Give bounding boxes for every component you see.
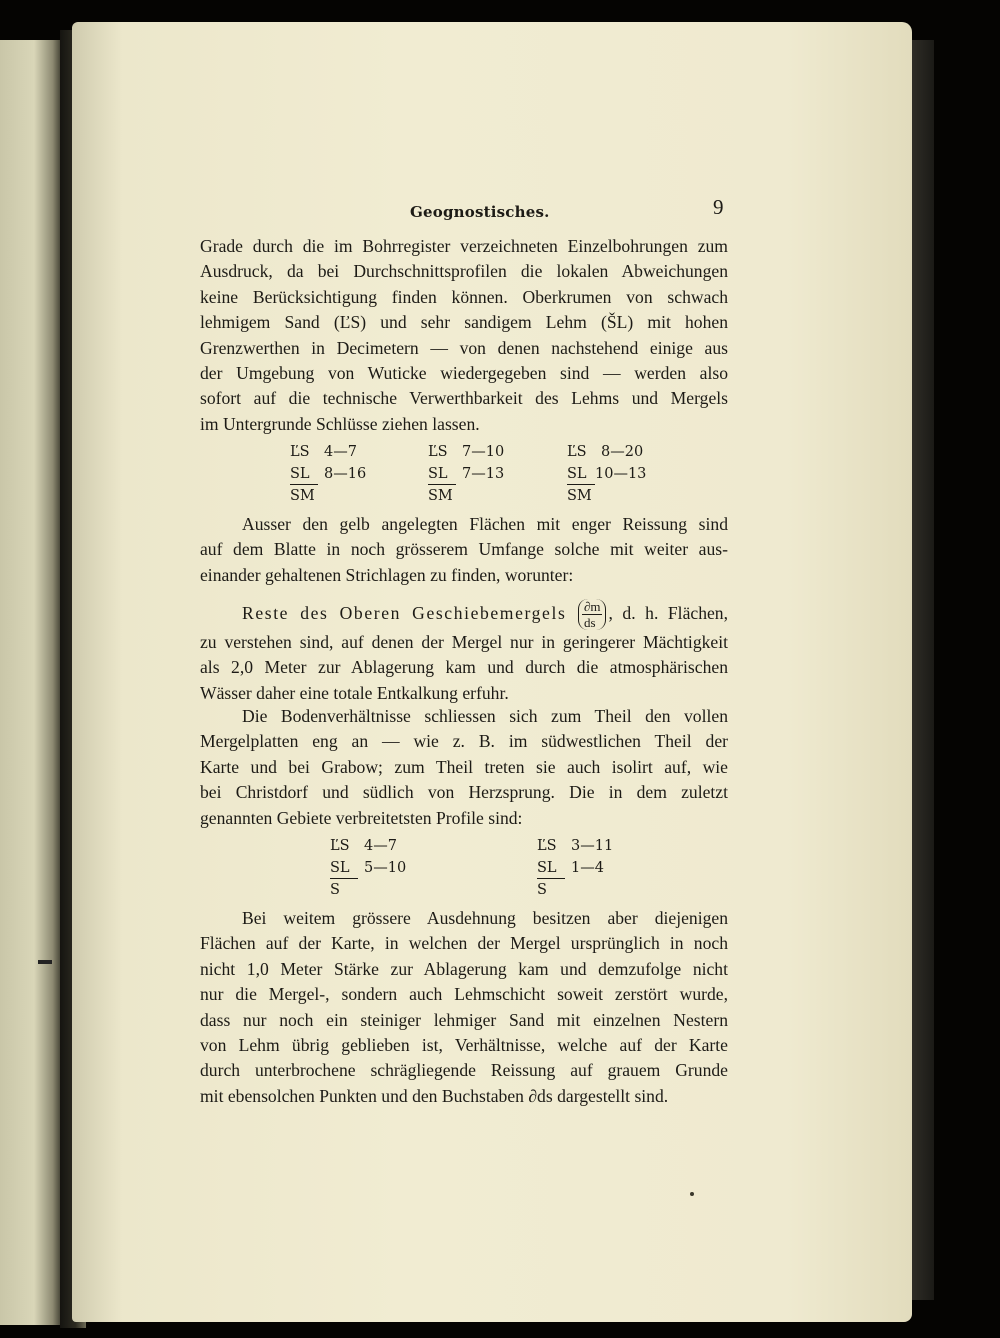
text-line: Grade durch die im Bohrregister verzeichneten Einzelbohrungen zum xyxy=(200,236,728,256)
text-line: genannten Gebiete verbreitetsten Profile sind: xyxy=(200,807,523,828)
profile-range: 4—7 xyxy=(364,838,397,854)
fraction-numerator: ∂m xyxy=(583,599,601,615)
soil-profile xyxy=(330,836,406,902)
text-line: Bei weitem grössere Ausdehnung besitzen aber diejenigen xyxy=(242,908,728,928)
running-header: Geognostisches. xyxy=(410,203,550,221)
page-mark xyxy=(38,960,52,964)
profile-symbol: SL xyxy=(428,464,456,485)
profile-symbol: SL xyxy=(330,858,358,879)
text-line: Flächen auf der Karte, in welchen der Mergel ursprünglich in noch xyxy=(200,933,728,954)
text-span: , d. h. Flächen, xyxy=(608,603,728,623)
text-line: im Untergrunde Schlüsse ziehen lassen. xyxy=(200,413,480,434)
symbol-fraction xyxy=(578,599,607,630)
text-line: durch unterbrochene schrägliegende Reissung auf grauem Grunde xyxy=(200,1060,728,1081)
soil-profile xyxy=(567,442,646,508)
paragraph-4 xyxy=(200,704,728,831)
profile-range: 8—16 xyxy=(324,466,367,482)
text-line: keine Berücksichtigung finden können. Oberkrumen von schwach xyxy=(200,286,728,307)
text-line: bei Christdorf und südlich von Herzsprung. Die in dem zuletzt xyxy=(200,782,728,803)
paragraph-2 xyxy=(200,512,728,588)
profile-symbol: SL xyxy=(290,464,318,485)
paragraph-5 xyxy=(200,906,728,1109)
soil-profile xyxy=(537,836,613,902)
profile-symbol: ĽS xyxy=(330,838,350,854)
text-line: Ausser den gelb angelegten Flächen mit enger Reissung sind xyxy=(242,514,728,534)
profile-range: 7—13 xyxy=(462,466,505,482)
text-span: Reste des Oberen Geschiebemergels xyxy=(242,603,567,623)
text-line: zu verstehen sind, auf denen der Mergel nur in geringerer Mächtigkeit xyxy=(200,632,728,652)
text-line: Mergelplatten eng an — wie z. B. im südwestlichen Theil der xyxy=(200,731,728,752)
formula-line xyxy=(200,596,728,630)
text-line: der Umgebung von Wuticke wiedergegeben sind — werden also xyxy=(200,363,728,384)
text-line: sofort auf die technische Verwerthbarkeit des Lehms und Mergels xyxy=(200,388,728,409)
profile-symbol: SL xyxy=(567,464,595,485)
text-line: einander gehaltenen Strichlagen zu finden, worunter: xyxy=(200,564,574,585)
page-number: 9 xyxy=(713,195,724,219)
profile-symbol: ĽS xyxy=(567,444,587,460)
text-line: nur die Mergel-, sondern auch Lehmschicht soweit zerstört wurde, xyxy=(200,984,728,1005)
facing-page-edge xyxy=(0,40,62,1325)
fraction-denominator: ds xyxy=(583,615,596,631)
text-line: Karte und bei Grabow; zum Theil treten sie auch isolirt auf, wie xyxy=(200,756,728,777)
text-line: Ausdruck, da bei Durchschnittsprofilen die lokalen Abweichungen xyxy=(200,261,728,282)
text-line: dass nur noch ein steiniger lehmiger Sand mit einzelnen Nestern xyxy=(200,1009,728,1030)
soil-profile xyxy=(290,442,366,508)
profile-range: 8—20 xyxy=(601,444,644,460)
soil-profile xyxy=(428,442,504,508)
text-line: von Lehm übrig geblieben ist, Verhältnisse, welche auf der Karte xyxy=(200,1035,728,1056)
profile-base: SM xyxy=(567,488,592,504)
ink-speck xyxy=(690,1192,694,1196)
text-line: mit ebensolchen Punkten und den Buchstaben ∂ds dargestellt sind. xyxy=(200,1085,669,1106)
profile-range: 5—10 xyxy=(364,860,407,876)
paragraph-3 xyxy=(200,596,728,706)
profile-range: 10—13 xyxy=(595,466,647,482)
profile-symbol: ĽS xyxy=(290,444,310,460)
profile-base: SM xyxy=(290,488,315,504)
text-line: auf dem Blatte in noch grösserem Umfange solche mit weiter aus- xyxy=(200,539,728,560)
profile-range: 4—7 xyxy=(324,444,357,460)
profile-base: S xyxy=(330,882,340,898)
profile-symbol: ĽS xyxy=(428,444,448,460)
text-line: lehmigem Sand (ĽS) und sehr sandigem Lehm (ŠL) mit hohen xyxy=(200,312,728,333)
profile-base: S xyxy=(537,882,547,898)
text-line: Wässer daher eine totale Entkalkung erfuhr. xyxy=(200,682,509,703)
paragraph-1 xyxy=(200,234,728,437)
profile-symbol: SL xyxy=(537,858,565,879)
text-line: nicht 1,0 Meter Stärke zur Ablagerung kam und demzufolge nicht xyxy=(200,958,728,979)
text-line: Grenzwerthen in Decimetern — von denen nachstehend einige aus xyxy=(200,337,728,358)
profile-base: SM xyxy=(428,488,453,504)
profile-range: 7—10 xyxy=(462,444,505,460)
profile-range: 1—4 xyxy=(571,860,604,876)
text-line: als 2,0 Meter zur Ablagerung kam und durch die atmosphärischen xyxy=(200,657,728,678)
text-line: Die Bodenverhältnisse schliessen sich zum Theil den vollen xyxy=(242,706,728,726)
profile-symbol: ĽS xyxy=(537,838,557,854)
profile-range: 3—11 xyxy=(571,838,614,854)
